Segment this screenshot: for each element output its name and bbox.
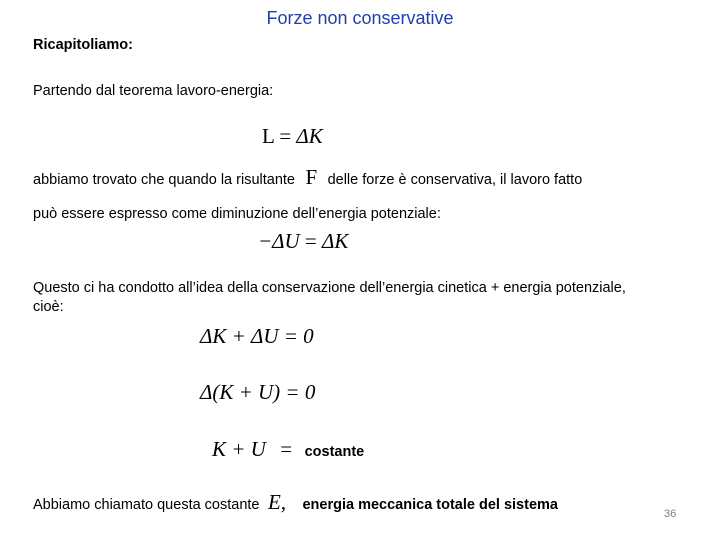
mechanical-energy-line: [33, 490, 558, 515]
page-number: 36: [664, 508, 677, 520]
eq3-text: ΔK + ΔU = 0: [200, 324, 314, 348]
conservation-paragraph: Questo ci ha condotto all’idea della conservazione dell’energia cinetica + energia potenziale, cioè:: [33, 280, 626, 315]
equation-potential: [258, 229, 348, 254]
conservative-force-line: [33, 165, 582, 190]
eq5-op: =: [280, 437, 293, 461]
recap-heading: Ricapitoliamo:: [33, 37, 133, 53]
equation-sum-delta: [200, 324, 314, 349]
eq1-lhs: L: [262, 124, 275, 148]
slide-title: Forze non conservative: [266, 8, 454, 28]
force-symbol: F: [305, 165, 318, 189]
eq2-lhs: −ΔU: [258, 229, 300, 253]
last-before: Abbiamo chiamato questa costante: [33, 497, 260, 513]
eq1-op: =: [279, 124, 292, 148]
equation-work-energy: [262, 124, 323, 149]
equation-delta-sum: [200, 380, 315, 405]
last-after: energia meccanica totale del sistema: [302, 497, 558, 513]
eq1-rhs: ΔK: [296, 124, 323, 148]
eq4-text: Δ(K + U) = 0: [200, 380, 316, 404]
potential-energy-text: può essere espresso come diminuzione dell’energia potenziale:: [33, 206, 441, 222]
eq2-op: =: [304, 229, 317, 253]
eq5-word: costante: [304, 444, 365, 460]
energy-symbol: E,: [267, 490, 287, 514]
line2-before: abbiamo trovato che quando la risultante: [33, 172, 295, 188]
intro-text: Partendo dal teorema lavoro-energia:: [33, 83, 274, 99]
eq5-expr: K + U: [212, 437, 266, 461]
equation-constant: [212, 437, 364, 462]
line2-after: delle forze è conservativa, il lavoro fatto: [327, 172, 583, 188]
eq2-rhs: ΔK: [322, 229, 349, 253]
